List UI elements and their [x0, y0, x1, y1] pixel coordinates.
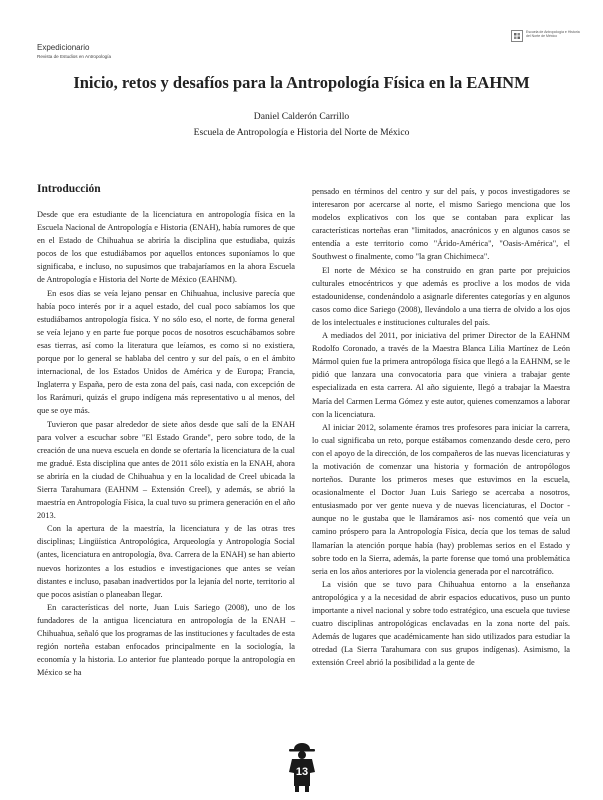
section-heading: Introducción [37, 183, 101, 195]
paragraph: Con la apertura de la maestría, la licenciatura y de las otras tres disciplinas; Lingüística Antropológica, Arqueología y Antropología Social (antes, licenciatura en antropología, 8va. Carrera de la ENAH) se han abierto nuevos horizontes a los estudios e investigaciones que antes se veían distantes e incluso, pasaban inadvertidos por la lejanía del norte, territorio al que pocos asistían o planeaban llegar. [37, 524, 295, 599]
left-column [37, 183, 295, 679]
author-affiliation: Escuela de Antropología e Historia del Norte de México [193, 127, 410, 138]
school-seal-icon [511, 30, 523, 42]
paragraph: Al iniciar 2012, solamente éramos tres profesores para iniciar la carrera, lo cual significaba un reto, porque estábamos comenzando desde cero, pero con el apoyo de la dirección, de los compañeros de las nuevas licenciaturas y la motivación de comenzar una historia y formación de antropólogos norteños. Durante los primeros meses que estuvimos en la escuela, ocasionalmente el Doctor Juan Luis Sariego se acercaba a nosotros, entusiasmado por ver gente nueva y de nuevas licenciaturas, el Doctor -aunque no le gustaba que le llamáramos así- nos comentó que veía un camino próspero para la Antropología Física, decía que los temas de salud llamarían la atención porque había (hay) problemas serios en el Estado y sobre todo en la Sierra, además, la parte forense que tomó una problemática seria en los años anteriores por la violencia generada por el narcotráfico. [312, 422, 570, 576]
paragraph: A mediados del 2011, por iniciativa del primer Director de la EAHNM Rodolfo Coronado, a través de la Maestra Blanca Lilia Martínez de León Mármol quien fue la primera antropóloga física que llegó a la EAHNM, se le pidió que lanzara una convocatoria para que viniera a trabajar gente especializada en esta carrera. Al año siguiente, llegó a trabajar la Maestra María del Carmen Lerma Gómez y este autor, quienes comenzamos a laborar con la licenciatura. [312, 331, 570, 419]
page-number-badge [279, 742, 325, 794]
article-title: Inicio, retos y desafíos para la Antropología Física en la EAHNM [73, 73, 530, 92]
journal-header [37, 43, 111, 60]
paragraph: Desde que era estudiante de la licenciatura en antropología física en la Escuela Nacional de Antropología e Historia (ENAH), había rumores de que en el Estado de Chihuahua se abriría la disciplina que estudiaba, quizás pocos de los que estudiábamos por aquellos entonces suponíamos lo que significaba, e incluso, no supusimos que trabajaríamos en la ahora Escuela de Antropología e Historia del Norte de México (EAHNM). [37, 210, 295, 285]
paragraph: En esos días se veía lejano pensar en Chihuahua, inclusive parecía que había poco interés por ir a aquel estado, del cual poco sabíamos los que estudiábamos antropología física. Y no sólo eso, el norte, de forma general se veía lejano y en parte fue porque pocos de nosotros escuchábamos sobre esas tierras, así como la literatura que leíamos, es como si no existiera, porque por lo general se hablaba del centro y sur del país, o en el ámbito internacional, de los Estados Unidos de América y de Europa; Francia, Inglaterra y España, pero de esta zona del país, casi nada, con excepción de los Rarámuri, quizás el grupo indígena más representativo u al menos, del que se oye más. [37, 288, 295, 416]
paragraph: Tuvieron que pasar alrededor de siete años desde que salí de la ENAH para volver a escuchar sobre "El Estado Grande", pero sobre todo, de la creación de una nueva escuela en donde se ofertaría la licenciatura de la cual me gradué. Esta disciplina que antes de 2011 sólo existía en la ENAH, ahora se abriría en la ciudad de Chihuahua y en la localidad de Creel ubicada la Sierra Tarahumara (EAHNM – Extensión Creel), y además, se abrió la maestría en Antropología Física, la cual tuvo su primera generación en el año 2013. [37, 419, 295, 521]
paragraph: pensado en términos del centro y sur del país, y pocos investigadores se interesaron por acercarse al norte, el mismo Sariego menciona que los modelos explicativos con los que se contaban para explicar las características norteñas eran "limitados, anacrónicos y en algunos casos se entendía a este territorio como "Árido-América", "Oasis-América", el Southwest o finalmente, como "la gran Chichimeca". [312, 187, 570, 262]
institution-logo [511, 30, 584, 42]
logo-text: Escuela de Antropología e Historia del Norte de México [526, 30, 580, 39]
journal-subtitle: Revista de Estudios en Antropología [37, 54, 112, 59]
author-block [0, 109, 603, 141]
right-column [312, 185, 570, 669]
paragraph: En características del norte, Juan Luis Sariego (2008), uno de los fundadores de la antigua licenciatura en antropología de la ENAH – Chihuahua, señaló que los programas de las instituciones y facultades de esta región norteña estaban enfocados principalmente en la sociología, la economía y la historia. Lo anterior fue planteado porque la antropología en México se ha [37, 602, 295, 678]
journal-title: Expedicionario [37, 43, 90, 52]
paragraph: La visión que se tuvo para Chihuahua entorno a la enseñanza antropológica y a la necesidad de abrir espacios educativos, puso un punto importante a nivel nacional y sobre todo estratégico, una escuela que tuviese cuatro disciplinas antropológicas enclavadas en la zona norte del país. Además de lugares que académicamente han sido utilizados para estudiar la otredad (La Sierra Tarahumara con sus grupos indígenas). Asimismo, la extensión Creel abrió la posibilidad a la gente de [312, 579, 570, 668]
author-name: Daniel Calderón Carrillo [253, 111, 350, 122]
page-number: 13 [295, 766, 309, 778]
paragraph: El norte de México se ha construido en gran parte por prejuicios culturales etnocéntricos y que además es proclive a los modos de vida estadounidense, condenándolo a asignarle diferentes categorías y en algunos casos como dice Sariego (2008), llevándolo a una tierra de olvido a los ojos de los intelectuales e instituciones culturales del país. [312, 265, 570, 327]
